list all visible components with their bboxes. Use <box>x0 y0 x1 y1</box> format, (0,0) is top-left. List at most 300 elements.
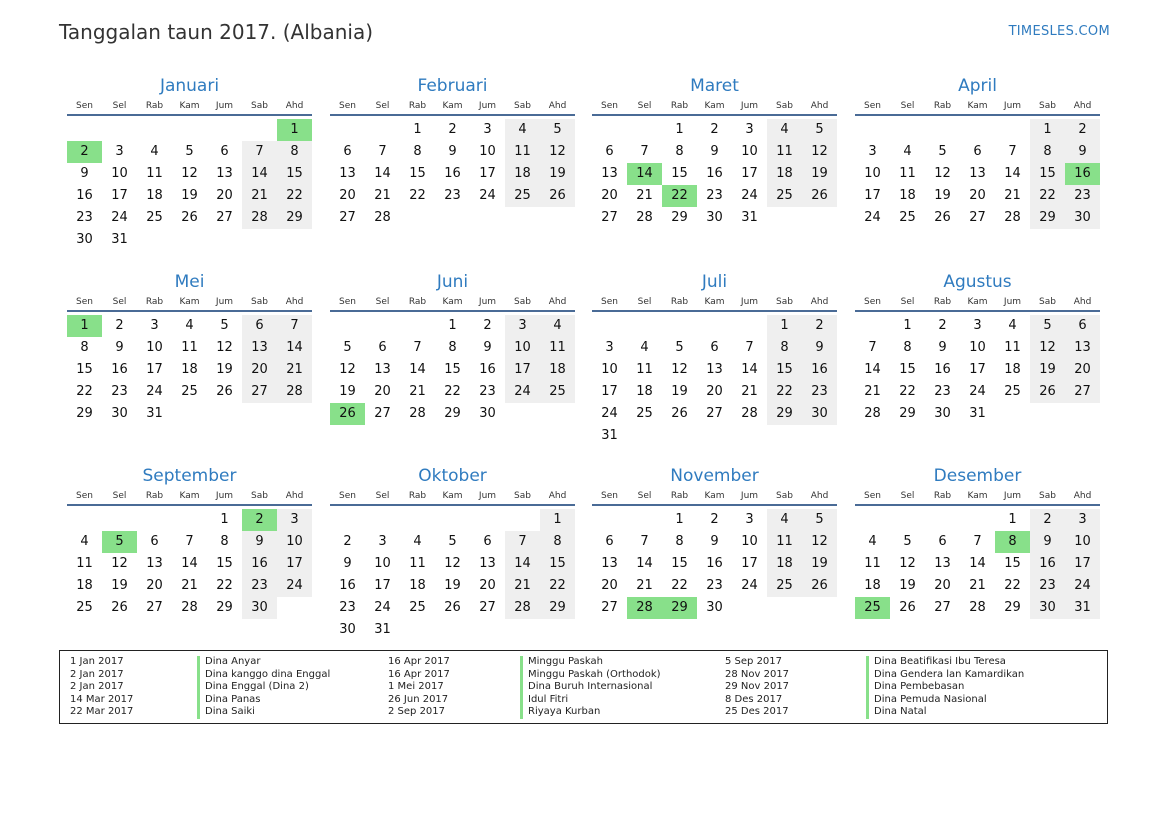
day-cell: 20 <box>242 359 277 381</box>
day-cell: 8 <box>767 337 802 359</box>
day-cell: 11 <box>899 166 916 181</box>
week-row <box>67 207 312 229</box>
day-cell: 29 <box>444 406 461 421</box>
day-cell: 11 <box>409 556 426 571</box>
week-row <box>330 315 575 337</box>
day-cell: 5 <box>938 144 947 159</box>
weekday-label: Sab <box>251 297 268 307</box>
weekday-label: Sen <box>601 491 618 501</box>
empty-cell <box>470 207 505 229</box>
week-row <box>67 575 312 597</box>
day-cell: 30 <box>111 406 128 421</box>
weekday-label: Sel <box>637 101 652 111</box>
week-row <box>592 403 837 425</box>
day-cell: 23 <box>444 188 461 203</box>
day-cell: 9 <box>242 531 277 553</box>
day-grid <box>855 506 1100 619</box>
weekday-label: Sel <box>637 297 652 307</box>
day-cell: 29 <box>899 406 916 421</box>
day-cell: 25 <box>76 600 93 615</box>
day-cell: 26 <box>216 384 233 399</box>
day-cell: 7 <box>242 141 277 163</box>
day-cell: 22 <box>767 381 802 403</box>
month-name: Maret <box>690 76 739 96</box>
week-row <box>592 337 837 359</box>
day-cell: 4 <box>640 340 649 355</box>
day-cell: 18 <box>146 188 163 203</box>
day-cell: 5 <box>802 509 837 531</box>
month-mei <box>67 269 312 425</box>
week-row <box>330 163 575 185</box>
empty-cell <box>137 229 172 251</box>
day-cell: 11 <box>540 337 575 359</box>
day-cell: 3 <box>605 340 614 355</box>
day-cell: 13 <box>969 166 986 181</box>
empty-cell <box>400 619 435 641</box>
weekday-label: Rab <box>670 297 689 307</box>
day-cell: 30 <box>706 600 723 615</box>
day-cell: 11 <box>767 531 802 553</box>
day-cell: 21 <box>1004 188 1021 203</box>
day-cell: 20 <box>339 188 356 203</box>
day-cell: 10 <box>601 362 618 377</box>
day-cell: 26 <box>1030 381 1065 403</box>
empty-cell <box>802 597 837 619</box>
weekday-label: Kam <box>967 491 988 501</box>
day-cell: 27 <box>601 600 618 615</box>
week-row <box>592 163 837 185</box>
empty-cell <box>767 597 802 619</box>
day-cell: 26 <box>899 600 916 615</box>
week-row <box>330 381 575 403</box>
day-cell: 17 <box>864 188 881 203</box>
day-cell: 31 <box>1065 597 1100 619</box>
day-cell: 16 <box>802 359 837 381</box>
empty-cell <box>435 619 470 641</box>
day-cell: 26 <box>934 210 951 225</box>
weekday-label: Sel <box>112 491 127 501</box>
weekday-label: Rab <box>408 101 427 111</box>
month-name: September <box>142 466 237 486</box>
day-cell: 10 <box>864 166 881 181</box>
day-cell: 19 <box>111 578 128 593</box>
holiday-date: 1 Jan 2017 <box>70 656 124 667</box>
weekday-label: Jum <box>1003 297 1022 307</box>
empty-cell <box>925 119 960 141</box>
week-row <box>330 509 575 531</box>
day-cell: 4 <box>903 144 912 159</box>
day-cell: 30 <box>706 210 723 225</box>
day-cell: 6 <box>973 144 982 159</box>
empty-cell <box>662 425 697 447</box>
week-row <box>330 531 575 553</box>
day-grid <box>330 312 575 425</box>
day-cell: 28 <box>864 406 881 421</box>
day-cell: 2 <box>343 534 352 549</box>
week-row <box>330 141 575 163</box>
day-cell: 3 <box>745 122 754 137</box>
day-cell: 23 <box>706 578 723 593</box>
week-row <box>330 403 575 425</box>
weekday-label: Sen <box>76 297 93 307</box>
day-cell: 22 <box>671 578 688 593</box>
weekday-label: Sab <box>514 101 531 111</box>
day-cell: 25 <box>1004 384 1021 399</box>
day-cell: 1 <box>1008 512 1017 527</box>
day-cell: 18 <box>767 553 802 575</box>
day-cell: 13 <box>146 556 163 571</box>
week-row <box>67 315 312 337</box>
day-cell: 3 <box>483 122 492 137</box>
day-cell: 16 <box>1030 553 1065 575</box>
weekday-label: Rab <box>670 101 689 111</box>
holiday-name: Dina Buruh Internasional <box>520 681 661 694</box>
day-cell: 25 <box>409 600 426 615</box>
day-cell: 13 <box>1065 337 1100 359</box>
weekday-header <box>330 489 575 506</box>
day-cell: 8 <box>1030 141 1065 163</box>
day-cell: 10 <box>741 534 758 549</box>
month-name: Juni <box>436 272 469 292</box>
day-cell: 4 <box>80 534 89 549</box>
day-cell: 4 <box>413 534 422 549</box>
month-name: Mei <box>174 272 205 292</box>
day-cell: 26 <box>802 575 837 597</box>
day-cell: 1 <box>413 122 422 137</box>
day-cell: 26 <box>111 600 128 615</box>
empty-cell <box>365 119 400 141</box>
day-cell: 11 <box>1004 340 1021 355</box>
day-cell: 4 <box>505 119 540 141</box>
holiday-name: Dina Gendera lan Kamardikan <box>866 669 1024 682</box>
day-cell: 6 <box>605 144 614 159</box>
empty-cell <box>855 509 890 531</box>
week-row <box>592 575 837 597</box>
weekday-label: Ahd <box>810 491 829 501</box>
day-cell: 24 <box>1065 575 1100 597</box>
day-cell: 27 <box>216 210 233 225</box>
week-row <box>330 207 575 229</box>
day-cell: 30 <box>242 597 277 619</box>
day-cell: 20 <box>479 578 496 593</box>
week-row <box>855 337 1100 359</box>
day-cell: 8 <box>413 144 422 159</box>
weekday-label: Sel <box>112 101 127 111</box>
weekday-label: Jum <box>1003 491 1022 501</box>
day-cell: 21 <box>374 188 391 203</box>
day-cell: 10 <box>277 531 312 553</box>
week-row <box>592 553 837 575</box>
day-cell: 11 <box>767 141 802 163</box>
day-cell: 12 <box>934 166 951 181</box>
day-cell: 17 <box>741 166 758 181</box>
day-cell: 4 <box>150 144 159 159</box>
day-cell: 28 <box>242 207 277 229</box>
holiday-day-cell: 29 <box>662 597 697 619</box>
holiday-date: 26 Jun 2017 <box>388 693 449 705</box>
day-cell: 21 <box>181 578 198 593</box>
weekday-label: Rab <box>145 297 164 307</box>
day-cell: 31 <box>969 406 986 421</box>
week-row <box>855 359 1100 381</box>
month-name: Juli <box>701 272 728 292</box>
holiday-name-column <box>520 656 661 719</box>
day-cell: 11 <box>636 362 653 377</box>
day-cell: 10 <box>505 337 540 359</box>
empty-cell <box>470 619 505 641</box>
holiday-day-cell: 22 <box>662 185 697 207</box>
week-row <box>330 575 575 597</box>
week-row <box>592 141 837 163</box>
week-row <box>855 509 1100 531</box>
holiday-day-cell: 16 <box>1065 163 1100 185</box>
day-cell: 3 <box>505 315 540 337</box>
weekday-label: Jum <box>478 101 497 111</box>
empty-cell <box>137 119 172 141</box>
day-cell: 14 <box>969 556 986 571</box>
day-cell: 20 <box>934 578 951 593</box>
day-cell: 23 <box>111 384 128 399</box>
day-grid <box>855 312 1100 425</box>
weekday-label: Sel <box>900 101 915 111</box>
weekday-label: Sen <box>864 101 881 111</box>
day-cell: 2 <box>115 318 124 333</box>
empty-cell <box>505 509 540 531</box>
day-cell: 1 <box>675 122 684 137</box>
day-cell: 24 <box>374 600 391 615</box>
weekday-label: Sen <box>601 297 618 307</box>
day-cell: 3 <box>150 318 159 333</box>
empty-cell <box>592 119 627 141</box>
day-cell: 22 <box>444 384 461 399</box>
day-cell: 10 <box>374 556 391 571</box>
day-cell: 3 <box>1065 509 1100 531</box>
day-cell: 16 <box>242 553 277 575</box>
day-cell: 30 <box>1065 207 1100 229</box>
day-cell: 6 <box>1065 315 1100 337</box>
weekday-label: Ahd <box>548 101 567 111</box>
weekday-label: Sel <box>900 491 915 501</box>
empty-cell <box>627 509 662 531</box>
week-row <box>330 337 575 359</box>
day-cell: 31 <box>146 406 163 421</box>
day-cell: 18 <box>636 384 653 399</box>
day-cell: 20 <box>969 188 986 203</box>
day-cell: 15 <box>1030 163 1065 185</box>
weekday-label: Kam <box>442 297 463 307</box>
day-cell: 12 <box>1030 337 1065 359</box>
day-cell: 21 <box>969 578 986 593</box>
week-row <box>592 315 837 337</box>
day-cell: 4 <box>868 534 877 549</box>
day-cell: 7 <box>413 340 422 355</box>
day-cell: 15 <box>767 359 802 381</box>
day-grid <box>592 506 837 619</box>
weekday-label: Jum <box>740 297 759 307</box>
day-cell: 20 <box>146 578 163 593</box>
day-cell: 15 <box>899 362 916 377</box>
day-cell: 27 <box>479 600 496 615</box>
weekday-label: Sab <box>251 101 268 111</box>
week-row <box>67 119 312 141</box>
day-cell: 16 <box>706 166 723 181</box>
week-row <box>855 141 1100 163</box>
day-cell: 31 <box>111 232 128 247</box>
day-cell: 8 <box>540 531 575 553</box>
holiday-name: Dina Pemuda Nasional <box>866 694 1024 707</box>
holiday-day-cell: 26 <box>330 403 365 425</box>
weekday-label: Sen <box>864 297 881 307</box>
weekday-header <box>67 489 312 506</box>
day-cell: 7 <box>1008 144 1017 159</box>
day-cell: 16 <box>706 556 723 571</box>
site-link[interactable]: TIMESLES.COM <box>1008 24 1110 39</box>
holiday-day-cell: 2 <box>67 141 102 163</box>
month-juni <box>330 269 575 425</box>
day-cell: 23 <box>242 575 277 597</box>
week-row <box>67 163 312 185</box>
weekday-label: Rab <box>933 491 952 501</box>
weekday-label: Ahd <box>1073 101 1092 111</box>
empty-cell <box>855 119 890 141</box>
weekday-header <box>855 489 1100 506</box>
week-row <box>855 315 1100 337</box>
day-cell: 7 <box>640 144 649 159</box>
day-cell: 22 <box>540 575 575 597</box>
day-cell: 3 <box>277 509 312 531</box>
day-cell: 10 <box>1065 531 1100 553</box>
day-cell: 24 <box>741 188 758 203</box>
day-cell: 1 <box>448 318 457 333</box>
holiday-date: 29 Nov 2017 <box>725 681 790 692</box>
day-cell: 13 <box>216 166 233 181</box>
weekday-label: Sab <box>776 297 793 307</box>
weekday-label: Ahd <box>285 101 304 111</box>
day-cell: 7 <box>185 534 194 549</box>
empty-cell <box>960 119 995 141</box>
day-cell: 6 <box>150 534 159 549</box>
day-cell: 17 <box>479 166 496 181</box>
month-juli <box>592 269 837 447</box>
day-cell: 22 <box>216 578 233 593</box>
holiday-name: Dina Enggal (Dina 2) <box>197 681 330 694</box>
day-cell: 12 <box>802 531 837 553</box>
day-cell: 27 <box>601 210 618 225</box>
day-cell: 6 <box>242 315 277 337</box>
day-cell: 11 <box>505 141 540 163</box>
weekday-label: Sel <box>375 491 390 501</box>
day-cell: 12 <box>339 362 356 377</box>
holiday-name: Dina Saiki <box>197 706 330 719</box>
day-cell: 15 <box>76 362 93 377</box>
empty-cell <box>540 619 575 641</box>
day-cell: 1 <box>903 318 912 333</box>
weekday-header <box>67 295 312 312</box>
month-april <box>855 73 1100 229</box>
weekday-label: Jum <box>215 101 234 111</box>
holiday-day-cell: 5 <box>102 531 137 553</box>
empty-cell <box>697 425 732 447</box>
day-cell: 20 <box>1065 359 1100 381</box>
day-cell: 18 <box>76 578 93 593</box>
day-cell: 31 <box>601 428 618 443</box>
day-cell: 14 <box>741 362 758 377</box>
day-cell: 14 <box>374 166 391 181</box>
day-cell: 30 <box>934 406 951 421</box>
empty-cell <box>435 207 470 229</box>
day-cell: 4 <box>540 315 575 337</box>
day-cell: 3 <box>745 512 754 527</box>
day-cell: 19 <box>181 188 198 203</box>
empty-cell <box>592 509 627 531</box>
month-name: November <box>670 466 759 486</box>
day-cell: 22 <box>409 188 426 203</box>
month-name: Agustus <box>943 272 1012 292</box>
weekday-label: Sel <box>112 297 127 307</box>
weekday-label: Sel <box>900 297 915 307</box>
day-cell: 9 <box>483 340 492 355</box>
empty-cell <box>172 229 207 251</box>
day-cell: 10 <box>111 166 128 181</box>
day-cell: 24 <box>505 381 540 403</box>
day-cell: 28 <box>741 406 758 421</box>
day-cell: 11 <box>181 340 198 355</box>
weekday-header <box>67 99 312 116</box>
day-cell: 9 <box>343 556 352 571</box>
weekday-label: Kam <box>704 101 725 111</box>
day-cell: 5 <box>1030 315 1065 337</box>
day-cell: 16 <box>76 188 93 203</box>
day-cell: 21 <box>409 384 426 399</box>
day-cell: 24 <box>479 188 496 203</box>
week-row <box>855 185 1100 207</box>
day-cell: 8 <box>903 340 912 355</box>
empty-cell <box>207 229 242 251</box>
day-cell: 12 <box>671 362 688 377</box>
day-cell: 21 <box>741 384 758 399</box>
week-row <box>330 185 575 207</box>
day-cell: 17 <box>277 553 312 575</box>
empty-cell <box>400 207 435 229</box>
day-cell: 27 <box>1065 381 1100 403</box>
empty-cell <box>505 619 540 641</box>
day-cell: 3 <box>973 318 982 333</box>
day-cell: 13 <box>934 556 951 571</box>
day-cell: 8 <box>80 340 89 355</box>
weekday-label: Kam <box>179 101 200 111</box>
day-cell: 25 <box>505 185 540 207</box>
weekday-label: Kam <box>704 297 725 307</box>
empty-cell <box>242 119 277 141</box>
day-cell: 7 <box>505 531 540 553</box>
weekday-label: Sab <box>251 491 268 501</box>
week-row <box>592 597 837 619</box>
day-cell: 30 <box>1030 597 1065 619</box>
day-cell: 28 <box>181 600 198 615</box>
empty-cell <box>277 229 312 251</box>
empty-cell <box>627 425 662 447</box>
day-cell: 25 <box>146 210 163 225</box>
holiday-date: 2 Jan 2017 <box>70 681 124 692</box>
day-cell: 3 <box>868 144 877 159</box>
day-cell: 14 <box>1004 166 1021 181</box>
day-cell: 17 <box>601 384 618 399</box>
day-cell: 12 <box>899 556 916 571</box>
day-cell: 30 <box>339 622 356 637</box>
weekday-label: Sab <box>514 297 531 307</box>
weekday-label: Rab <box>670 491 689 501</box>
day-cell: 10 <box>969 340 986 355</box>
